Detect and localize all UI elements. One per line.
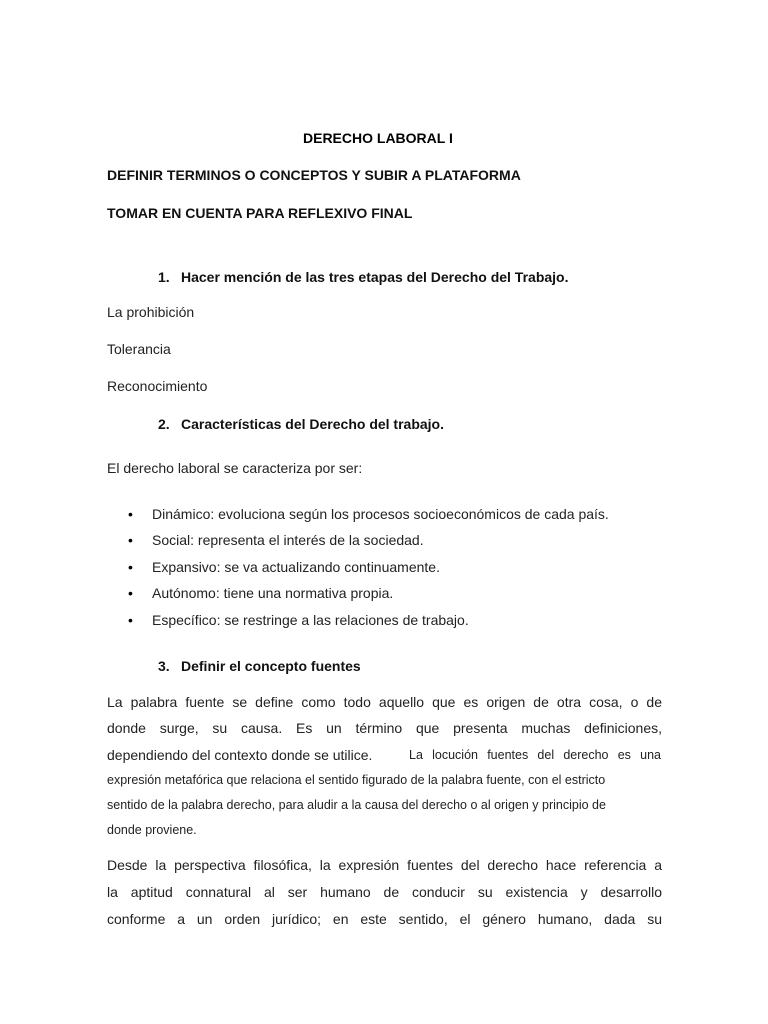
paragraph-1-line: La locución fuentes del derecho es una <box>409 748 661 762</box>
document-subtitle-2: TOMAR EN CUENTA PARA REFLEXIVO FINAL <box>107 205 413 221</box>
paragraph-1-line: dependiendo del contexto donde se utilice. <box>107 747 373 763</box>
section-3-number: 3. <box>158 658 170 674</box>
bullet-marker: • <box>128 532 133 548</box>
bullet-marker: • <box>128 612 133 628</box>
section-1-heading: Hacer mención de las tres etapas del Derecho del Trabajo. <box>181 269 569 285</box>
paragraph-2-line: Desde la perspectiva filosófica, la expresión fuentes del derecho hace referencia a <box>107 857 662 873</box>
paragraph-1-line: La palabra fuente se define como todo aquello que es origen de otra cosa, o de <box>107 694 662 710</box>
paragraph-1-line: expresión metafórica que relaciona el sentido figurado de la palabra fuente, con el estricto <box>107 773 606 787</box>
document-subtitle-1: DEFINIR TERMINOS O CONCEPTOS Y SUBIR A PLATAFORMA <box>107 167 521 183</box>
bullet-marker: • <box>128 559 133 575</box>
bullet-marker: • <box>128 585 133 601</box>
bullet-marker: • <box>128 506 133 522</box>
bullet-item: Expansivo: se va actualizando continuamente. <box>152 559 440 575</box>
section-1-item: La prohibición <box>107 304 195 320</box>
paragraph-1-line: donde proviene. <box>107 823 197 837</box>
paragraph-2-line: conforme a un orden jurídico; en este sentido, el género humano, dada su <box>107 911 662 927</box>
section-2-intro: El derecho laboral se caracteriza por ser: <box>107 460 363 476</box>
section-1-item: Tolerancia <box>107 341 171 357</box>
bullet-item: Autónomo: tiene una normativa propia. <box>152 585 394 601</box>
paragraph-2-line: la aptitud connatural al ser humano de conducir su existencia y desarrollo <box>107 884 662 900</box>
section-1-item: Reconocimiento <box>107 378 208 394</box>
bullet-item: Social: representa el interés de la sociedad. <box>152 532 424 548</box>
paragraph-1-line: donde surge, su causa. Es un término que presenta muchas definiciones, <box>107 720 662 736</box>
section-2-heading: Características del Derecho del trabajo. <box>181 416 444 432</box>
document-title: DERECHO LABORAL I <box>303 130 453 146</box>
section-1-number: 1. <box>158 269 170 285</box>
section-3-heading: Definir el concepto fuentes <box>181 658 361 674</box>
bullet-item: Específico: se restringe a las relaciones de trabajo. <box>152 612 469 628</box>
section-2-number: 2. <box>158 416 170 432</box>
bullet-item: Dinámico: evoluciona según los procesos socioeconómicos de cada país. <box>152 506 609 522</box>
paragraph-1-line: sentido de la palabra derecho, para aludir a la causa del derecho o al origen y principio de <box>107 798 606 812</box>
